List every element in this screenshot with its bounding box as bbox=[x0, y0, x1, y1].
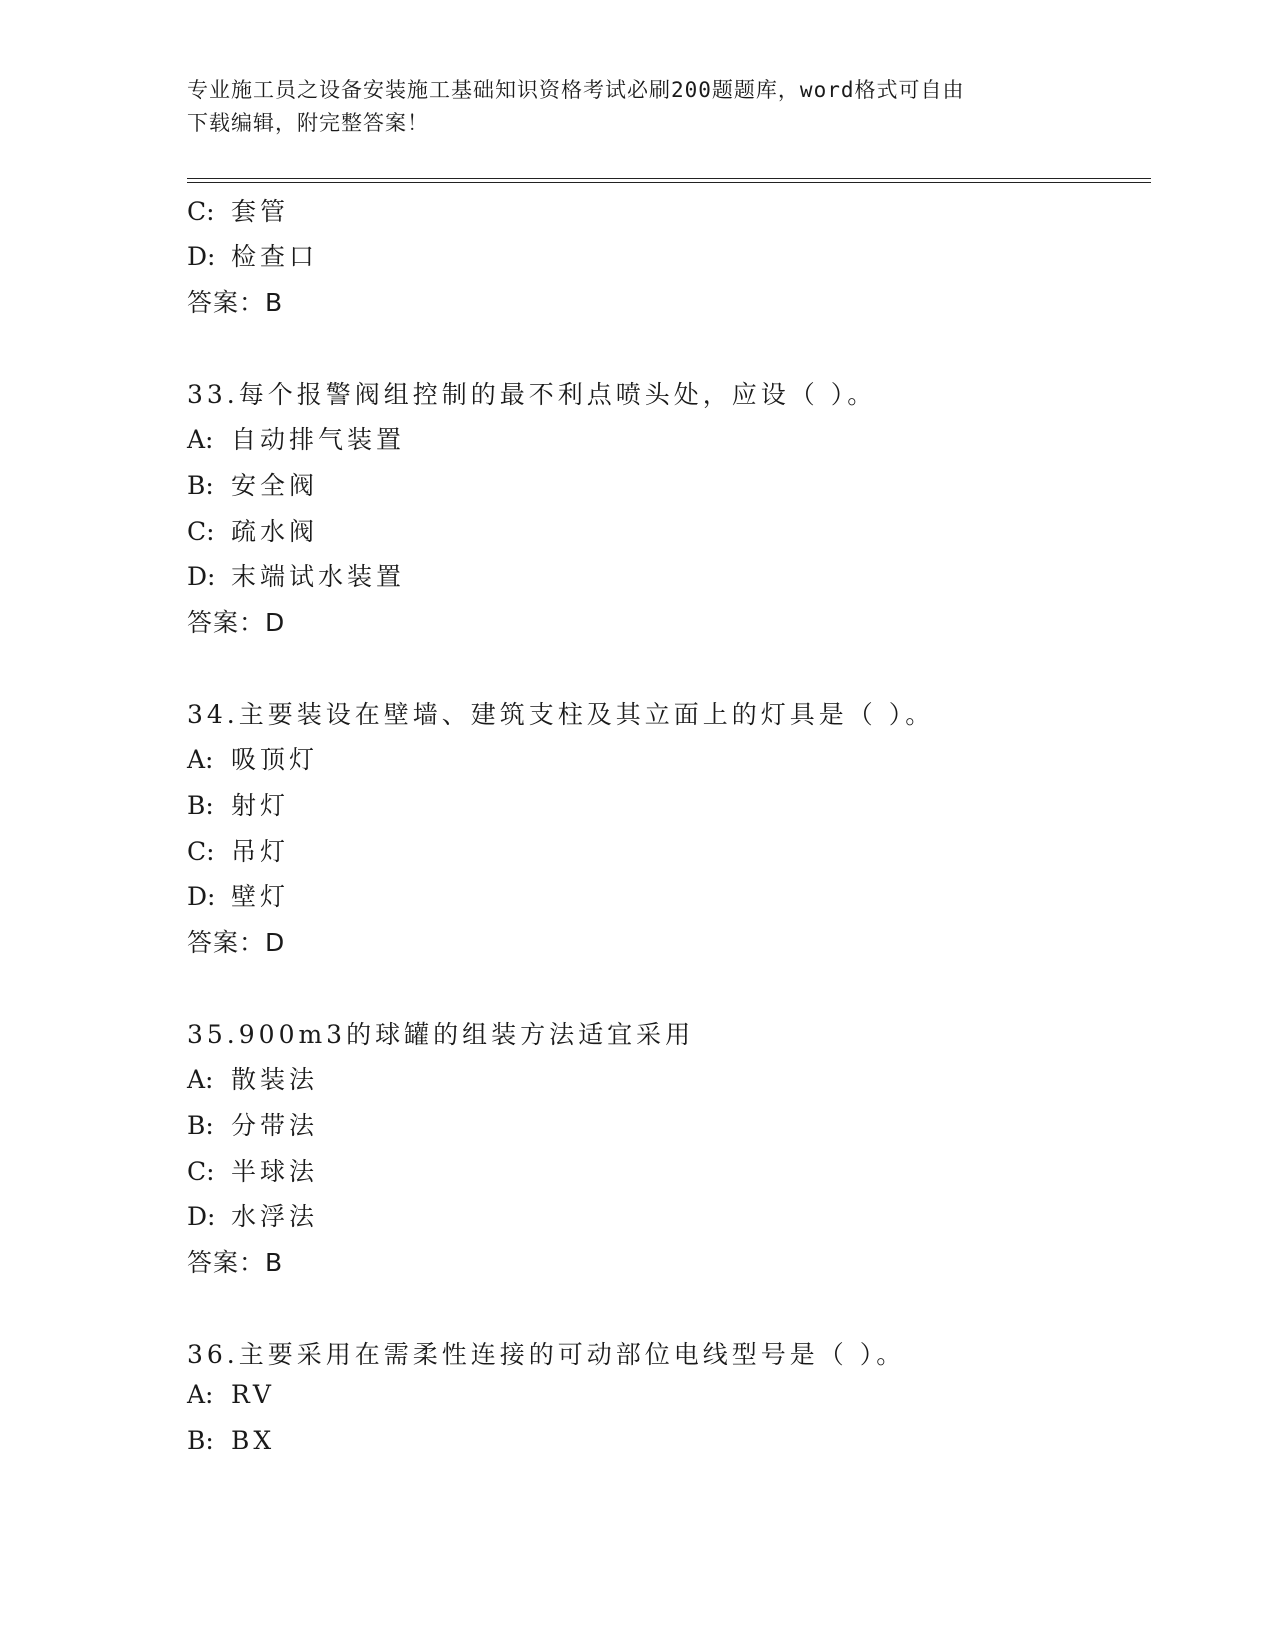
header-line-2: 下载编辑，附完整答案！ bbox=[187, 111, 429, 135]
option-text: 射灯 bbox=[231, 791, 290, 820]
option-a bbox=[187, 1380, 275, 1409]
option-label: A: bbox=[187, 1380, 214, 1409]
question-35: 35.900m3的球罐的组装方法适宜采用 bbox=[187, 1020, 695, 1049]
option-label: B: bbox=[187, 791, 214, 820]
option-b bbox=[187, 786, 289, 822]
option-a bbox=[187, 740, 318, 776]
option-label: C: bbox=[187, 1157, 215, 1186]
option-label: C: bbox=[187, 837, 215, 866]
option-c bbox=[187, 1152, 318, 1188]
document-header bbox=[187, 74, 1067, 140]
option-label: C: bbox=[187, 197, 215, 226]
option-c bbox=[187, 192, 289, 228]
option-text: 水浮法 bbox=[231, 1202, 319, 1231]
option-b bbox=[187, 1106, 318, 1142]
option-text: 吊灯 bbox=[231, 837, 290, 866]
option-label: B: bbox=[187, 471, 214, 500]
option-label: A: bbox=[187, 425, 214, 454]
option-label: D: bbox=[187, 1202, 216, 1231]
option-text: 散装法 bbox=[231, 1065, 319, 1094]
option-label: C: bbox=[187, 517, 215, 546]
option-text: 末端试水装置 bbox=[231, 562, 406, 591]
option-label: D: bbox=[187, 882, 216, 911]
question-34: 34.主要装设在壁墙、建筑支柱及其立面上的灯具是（ ）。 bbox=[187, 700, 935, 729]
header-divider-bottom bbox=[187, 182, 1151, 183]
option-text: 安全阀 bbox=[231, 471, 319, 500]
option-label: D: bbox=[187, 562, 216, 591]
option-text: 疏水阀 bbox=[231, 517, 319, 546]
answer-line: 答案：B bbox=[187, 288, 284, 317]
option-d bbox=[187, 557, 405, 593]
option-d bbox=[187, 237, 318, 273]
option-text: 分带法 bbox=[231, 1111, 319, 1140]
option-c bbox=[187, 832, 289, 868]
answer-line: 答案：D bbox=[187, 928, 286, 957]
option-label: B: bbox=[187, 1111, 214, 1140]
option-a bbox=[187, 1060, 318, 1096]
option-b bbox=[187, 1426, 275, 1455]
option-b bbox=[187, 466, 318, 502]
option-label: B: bbox=[187, 1426, 214, 1455]
option-text: 套管 bbox=[231, 197, 290, 226]
answer-line: 答案：D bbox=[187, 608, 286, 637]
answer-line: 答案：B bbox=[187, 1248, 284, 1277]
option-text: 壁灯 bbox=[231, 882, 290, 911]
option-label: A: bbox=[187, 745, 214, 774]
option-d bbox=[187, 877, 289, 913]
header-divider-top bbox=[187, 178, 1151, 179]
option-label: A: bbox=[187, 1065, 214, 1094]
option-text: 自动排气装置 bbox=[231, 425, 406, 454]
option-d bbox=[187, 1197, 318, 1233]
option-text: 吸顶灯 bbox=[231, 745, 319, 774]
question-36: 36.主要采用在需柔性连接的可动部位电线型号是（ ）。 bbox=[187, 1340, 906, 1369]
option-label: D: bbox=[187, 242, 216, 271]
option-a bbox=[187, 420, 405, 456]
option-text: RV bbox=[231, 1380, 275, 1409]
option-text: 检查口 bbox=[231, 242, 319, 271]
option-text: BX bbox=[231, 1426, 276, 1455]
header-line-1: 专业施工员之设备安装施工基础知识资格考试必刷200题题库，word格式可自由 bbox=[187, 78, 965, 102]
option-c bbox=[187, 512, 318, 548]
question-33: 33.每个报警阀组控制的最不利点喷头处，应设（ ）。 bbox=[187, 380, 877, 409]
option-text: 半球法 bbox=[231, 1157, 319, 1186]
